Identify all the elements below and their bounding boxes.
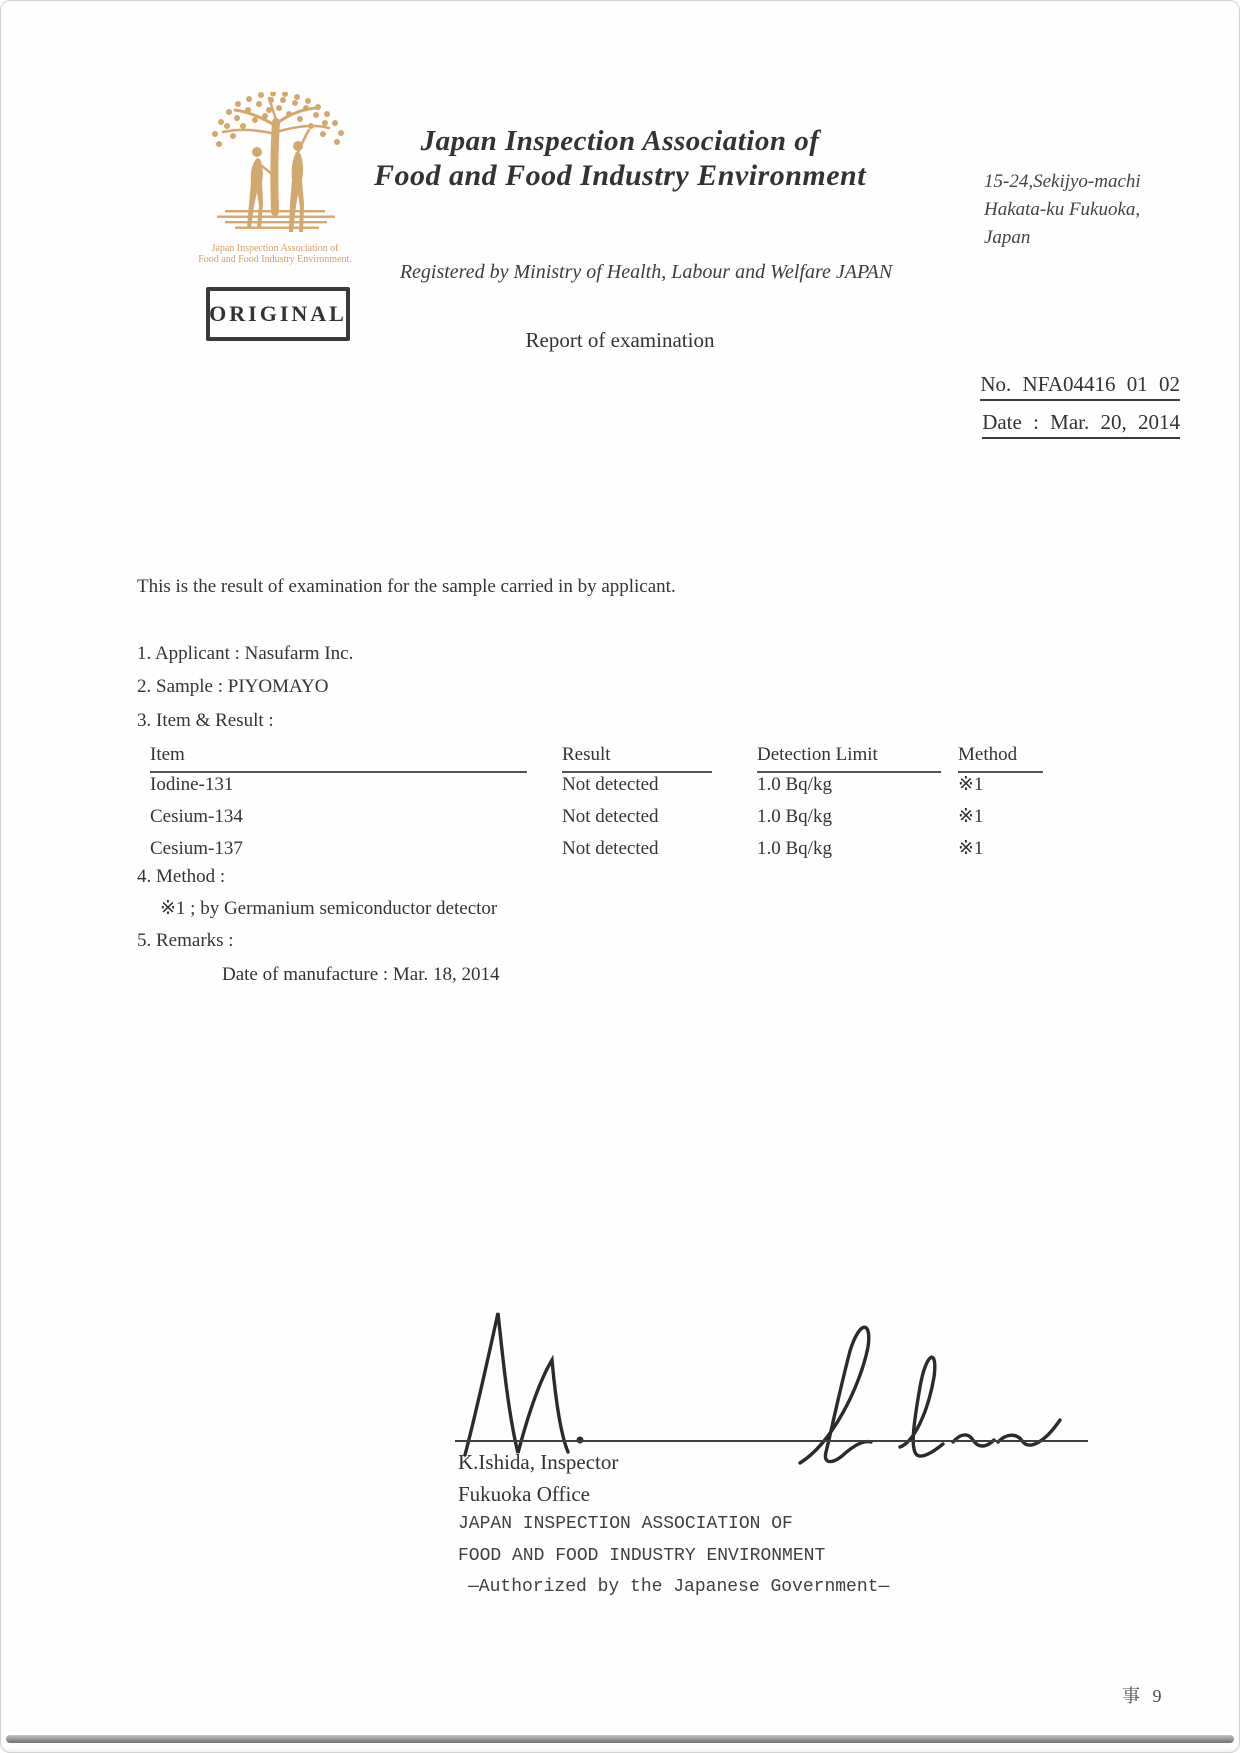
address-line1: 15-24,Sekijyo-machi — [984, 171, 1141, 192]
cell-result: Not detected — [562, 774, 659, 795]
intro-sentence: This is the result of examination for the sample carried in by applicant. — [137, 576, 676, 597]
address-line3: Japan — [984, 227, 1031, 248]
scan-bottom-edge — [6, 1735, 1234, 1743]
method-detail: ※1 ; by Germanium semiconductor detector — [160, 898, 498, 919]
page-mark: 事 9 — [1122, 1686, 1162, 1706]
cell-item: Cesium-134 — [150, 806, 243, 827]
cell-limit: 1.0 Bq/kg — [757, 774, 832, 795]
report-date: Date : Mar. 20, 2014 — [940, 410, 1180, 439]
authorized-note: —Authorized by the Japanese Government— — [468, 1577, 890, 1597]
report-title: Report of examination — [525, 328, 715, 352]
header-method: Method — [958, 744, 1043, 773]
logo-caption-line1: Japan Inspection Association of — [211, 243, 339, 254]
address-line2: Hakata-ku Fukuoka, — [984, 199, 1141, 220]
cell-method: ※1 — [958, 774, 984, 795]
applicant-line: 1. Applicant : Nasufarm Inc. — [137, 643, 354, 664]
results-table-header — [0, 744, 1240, 768]
signature-line — [455, 1440, 1088, 1442]
org-title-line1: Japan Inspection Association of — [420, 125, 820, 157]
org-title-line2: Food and Food Industry Environment — [373, 159, 867, 192]
inspector-name: K.Ishida, Inspector — [458, 1450, 619, 1474]
sample-line: 2. Sample : PIYOMAYO — [137, 676, 329, 697]
header-result: Result — [562, 744, 712, 773]
header-detection-limit: Detection Limit — [757, 744, 941, 773]
table-row — [0, 806, 1240, 832]
remarks-heading: 5. Remarks : — [137, 930, 234, 951]
cell-limit: 1.0 Bq/kg — [757, 806, 832, 827]
report-number: No. NFA04416 01 02 — [940, 372, 1180, 401]
table-row — [0, 774, 1240, 800]
item-result-line: 3. Item & Result : — [137, 710, 274, 731]
cell-method: ※1 — [958, 806, 984, 827]
cell-method: ※1 — [958, 838, 984, 859]
cell-item: Cesium-137 — [150, 838, 243, 859]
signature-org-line2: FOOD AND FOOD INDUSTRY ENVIRONMENT — [458, 1546, 826, 1566]
signature-org-line1: JAPAN INSPECTION ASSOCIATION OF — [458, 1514, 793, 1534]
logo-caption-line2: Food and Food Industry Environment. — [198, 254, 352, 265]
cell-limit: 1.0 Bq/kg — [757, 838, 832, 859]
header-item: Item — [150, 744, 527, 773]
cell-item: Iodine-131 — [150, 774, 234, 795]
registered-note: Registered by Ministry of Health, Labour and Welfare JAPAN — [399, 261, 893, 283]
inspector-office: Fukuoka Office — [458, 1482, 590, 1506]
cell-result: Not detected — [562, 806, 659, 827]
original-stamp: ORIGINAL — [206, 287, 350, 341]
cell-result: Not detected — [562, 838, 659, 859]
method-heading: 4. Method : — [137, 866, 226, 887]
org-address — [984, 168, 1141, 252]
handwritten-signature — [430, 1295, 1110, 1470]
remarks-detail: Date of manufacture : Mar. 18, 2014 — [222, 964, 500, 985]
table-row — [0, 838, 1240, 864]
